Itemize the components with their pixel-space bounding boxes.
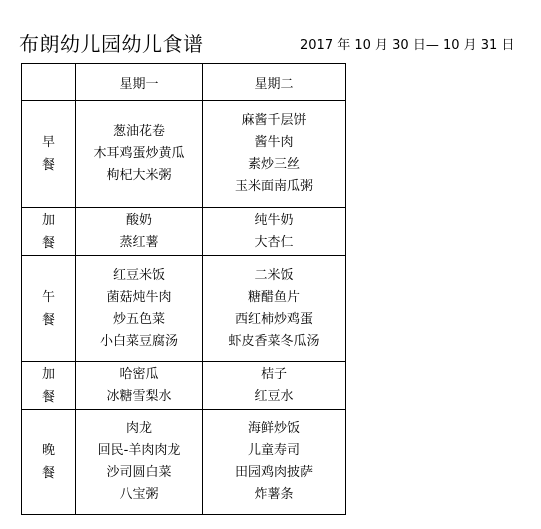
dish: 麻酱千层饼 — [241, 113, 307, 128]
dish: 玉米面南瓜粥 — [234, 179, 313, 194]
dish: 肉龙 — [125, 421, 152, 436]
dish: 田园鸡肉披萨 — [234, 465, 313, 480]
table-row-morning-snack — [22, 208, 346, 256]
meal-label-cell — [22, 101, 76, 208]
tuesday-dishes-cell — [203, 362, 346, 410]
dish: 炒五色菜 — [112, 311, 165, 327]
meal-label-cell — [22, 410, 76, 515]
date-range: 2017 年 10 月 30 日— 10 月 31 日 — [300, 38, 515, 53]
dish: 葱油花卷 — [112, 124, 165, 139]
meal-label: 加餐 — [41, 366, 55, 405]
monday-dishes-cell — [76, 362, 203, 410]
meal-label-cell — [22, 362, 76, 410]
meal-label-cell — [22, 256, 76, 362]
dish: 桔子 — [260, 366, 287, 382]
dish: 枸杞大米粥 — [106, 168, 172, 183]
dish: 海鲜炒饭 — [247, 421, 300, 436]
dish: 红豆水 — [254, 388, 294, 404]
dish: 大杏仁 — [254, 234, 294, 250]
table-row-dinner — [22, 410, 346, 515]
dish: 红豆米饭 — [112, 267, 165, 283]
dish: 哈密瓜 — [119, 366, 159, 382]
page-title: 布朗幼儿园幼儿食谱 — [19, 32, 204, 56]
meal-label: 早餐 — [41, 135, 55, 173]
meal-label-cell — [22, 208, 76, 256]
dish: 儿童寿司 — [247, 443, 300, 458]
dish: 回民-羊肉肉龙 — [97, 443, 181, 458]
dish: 炸薯条 — [254, 487, 294, 502]
dish: 蒸红薯 — [119, 234, 159, 250]
meal-label: 加餐 — [41, 212, 55, 251]
dish: 糖醋鱼片 — [247, 289, 300, 305]
header-cell-meal — [22, 64, 76, 101]
table-row-breakfast — [22, 101, 346, 208]
dish: 酱牛肉 — [254, 135, 294, 150]
dish: 酸奶 — [125, 212, 152, 228]
dish: 虾皮香菜冬瓜汤 — [228, 333, 320, 349]
table-header-row — [22, 64, 346, 101]
dish: 素炒三丝 — [247, 157, 300, 172]
dish: 西红柿炒鸡蛋 — [234, 311, 313, 327]
table-row-afternoon-snack — [22, 362, 346, 410]
dish: 纯牛奶 — [254, 212, 294, 228]
tuesday-dishes-cell — [203, 256, 346, 362]
table-row-lunch — [22, 256, 346, 362]
dish: 沙司圆白菜 — [106, 465, 172, 480]
monday-dishes-cell — [76, 410, 203, 515]
monday-dishes-cell — [76, 256, 203, 362]
dish: 冰糖雪梨水 — [106, 388, 172, 404]
menu-table — [21, 63, 346, 515]
tuesday-dishes-cell — [203, 208, 346, 256]
meal-label: 午餐 — [41, 289, 55, 328]
tuesday-dishes-cell — [203, 410, 346, 515]
dish: 小白菜豆腐汤 — [99, 333, 178, 349]
monday-dishes-cell — [76, 101, 203, 208]
dish: 二米饭 — [254, 267, 294, 283]
header-cell-monday: 星期一 — [76, 64, 203, 101]
dish: 菌菇炖牛肉 — [106, 289, 172, 305]
meal-label: 晚餐 — [41, 443, 55, 481]
monday-dishes-cell — [76, 208, 203, 256]
header-cell-tuesday: 星期二 — [203, 64, 346, 101]
dish: 木耳鸡蛋炒黄瓜 — [93, 146, 185, 161]
dish: 八宝粥 — [119, 487, 159, 502]
tuesday-dishes-cell — [203, 101, 346, 208]
